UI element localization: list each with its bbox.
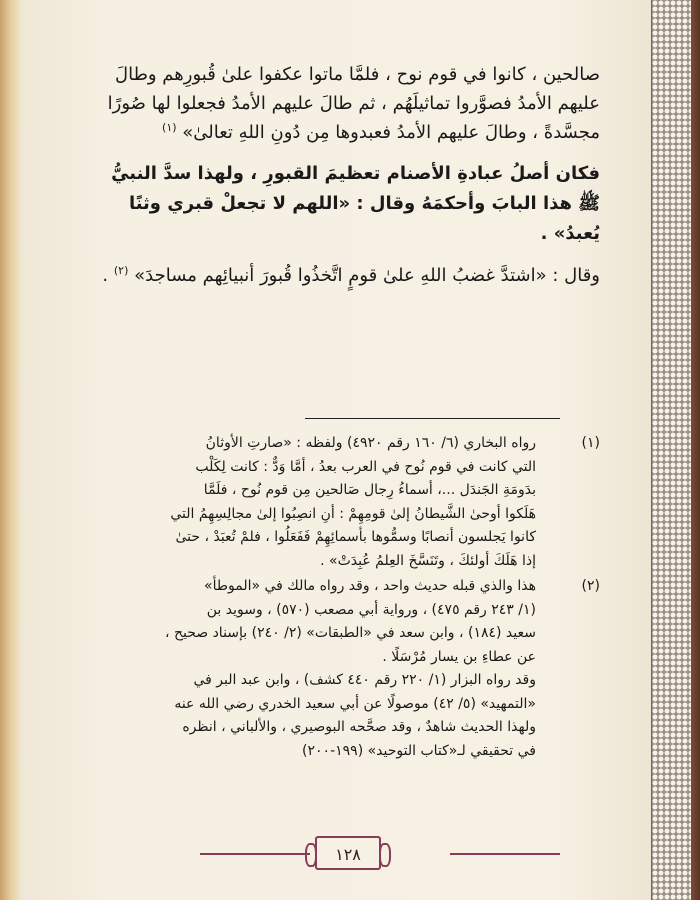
footnote-separator [305, 418, 560, 419]
paragraph-quote-end-text: صالحين ، كانوا في قوم نوح ، فلمَّا ماتوا عكفوا علىٰ قُبورِهم وطالَ عليهم الأمدُ فصوَّروا تماثيلَهُم ، ثم طالَ عليهم الأمدُ فجعلوا لها صُورًا مجسَّدةً ، وطالَ عليهم الأمدُ فعبدوها مِن دُونِ اللهِ تعالىٰ» [107, 64, 600, 143]
footnote-line: «التمهيد» (٥/ ٤٢) موصولًا عن أبي سعيد الخدري رضي الله عنه [174, 695, 536, 712]
ornament-line-left [200, 853, 310, 855]
footnote-line: ولهذا الحديث شاهدٌ ، وقد صحَّحه البوصيري ، والألباني ، انظره [182, 719, 536, 735]
footnote-number: (٢) [581, 578, 600, 594]
footnote-line: وقد رواه البزار (١/ ٢٢٠ رقم ٤٤٠ كشف) ، وابن عبد البر في [193, 672, 536, 688]
footnote-line: في تحقيقي لـ«كتاب التوحيد» (١٩٩-٢٠٠) [302, 742, 536, 759]
footnote-1 [100, 432, 600, 573]
book-page [20, 0, 652, 900]
footnote-line: هذا والذي قبله حديث واحد ، وقد رواه مالك في «الموطأ» [204, 578, 536, 594]
paragraph-hadith-quote: وقال : «اشتدَّ غضبُ اللهِ علىٰ قومٍ اتَّخذُوا قُبورَ أنبيائِهم مساجدَ» $^{(٢)}$ . [102, 264, 600, 286]
footnote-line: إذا هَلَكَ أولئكَ ، وتَنَسَّخَ العِلمُ عُبِدَتْ» . [320, 552, 536, 569]
footnote-number: (١) [581, 435, 600, 451]
footnote-ref-1[interactable]: (١) [162, 121, 177, 134]
footnote-line: عن عطاءِ بن يسار مُرْسَلًا . [382, 648, 536, 665]
page-number: ١٢٨ [315, 836, 381, 870]
book-spine-pattern [651, 0, 700, 900]
paragraph-origin-of-idolatry: فكان أصلُ عبادةِ الأصنام تعظيمَ القبورِ ، ولهذا سدَّ النبيُّ ﷺ هذا البابَ وأحكمَهُ وقال : «اللهم لا تجعلْ قبري وثنًا يُعبدُ» . [111, 163, 600, 244]
main-text [100, 60, 600, 302]
footnote-line: التي كانت في قوم نُوح في العرب بعدُ ، أمَّا وَدٌّ : كانت لِكَلْب [195, 458, 536, 475]
footnote-line: (١/ ٢٤٣ رقم ٤٧٥) ، ورواية أبي مصعب (٥٧٠) ، وسويد بن [206, 601, 536, 618]
footnote-line: سعيد (١٨٤) ، وابن سعد في «الطبقات» (٢/ ٢٤٠) بإسناد صحيح ، [164, 625, 536, 641]
footnote-line: هَلَكوا أوحىٰ الشَّيطانُ إلىٰ قومِهِمْ : أنِ انصِبُوا إلىٰ مجالِسِهِمُ التي [170, 505, 536, 522]
footnote-ref-2[interactable]: (٢) [113, 264, 129, 277]
book-cover-edge [0, 0, 22, 900]
ornament-line-right [450, 853, 560, 855]
page-number-ornament [200, 836, 560, 876]
footnote-line: رواه البخاري (٦/ ١٦٠ رقم ٤٩٢٠) ولفظه : «صارتِ الأوثانُ [205, 435, 536, 451]
footnote-2 [100, 575, 600, 763]
footnotes [100, 432, 600, 765]
footnote-line: كانوا يَجلسون أنصابًا وسمُّوها بأسمائِهِمْ فَفَعَلُوا ، فلمْ تُعبَدْ ، حتىٰ [175, 529, 536, 545]
paragraph-quote-end [100, 60, 600, 147]
footnote-line: بدَومَةِ الجَندَل ...، أسماءُ رِجال صَالحين مِن قوم نُوح ، فلَمَّا [203, 482, 536, 498]
paragraph-hadith-quote-text: وقال : «اشتدَّ غضبُ اللهِ علىٰ قومٍ اتَّخذُوا قُبورَ أنبيائِهم مساجدَ» [134, 265, 600, 286]
